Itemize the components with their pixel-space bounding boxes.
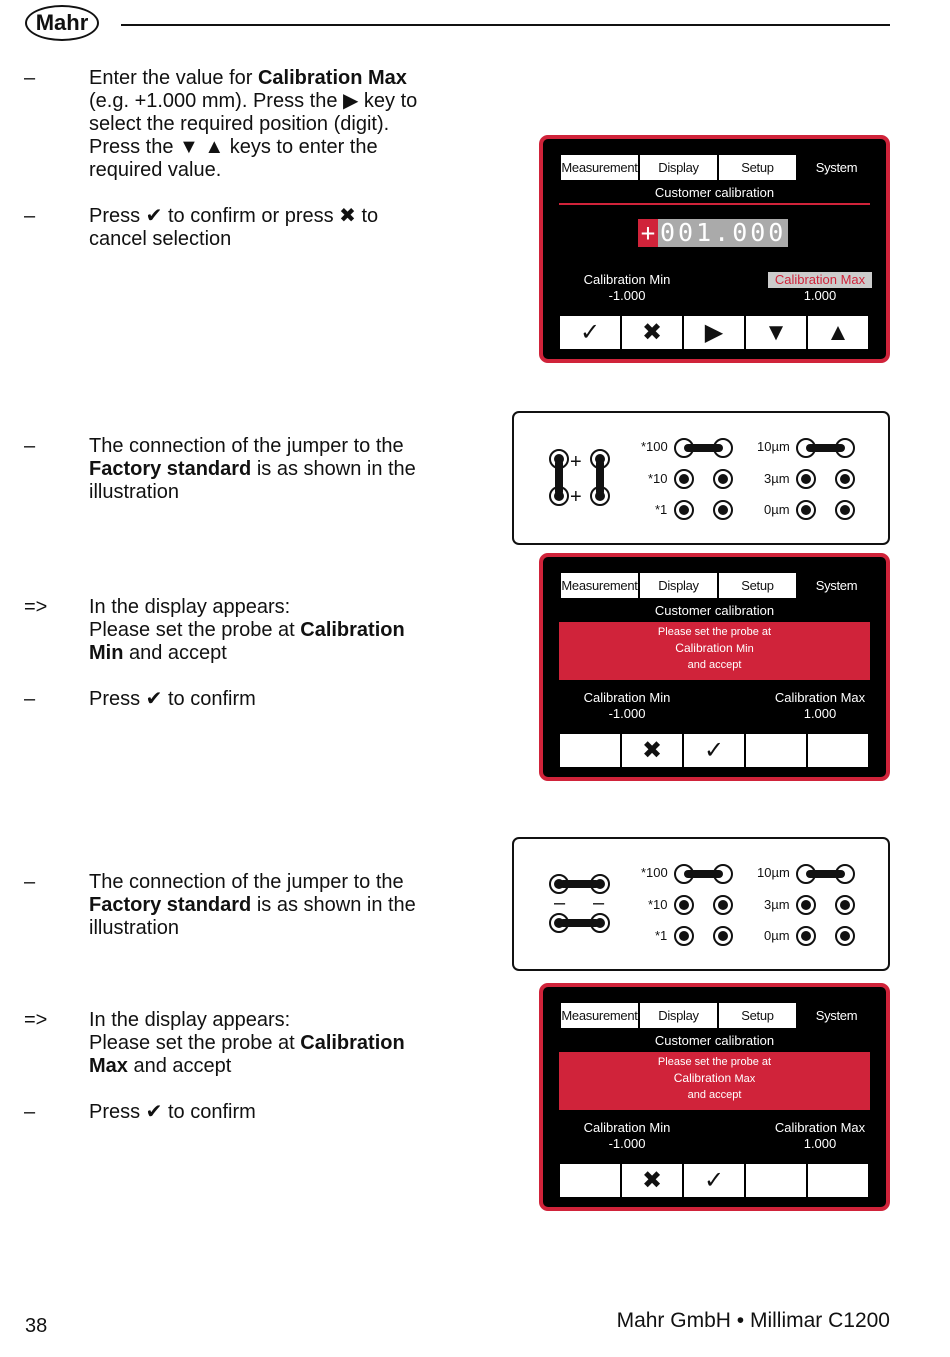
cal-max-label: Calibration Max (768, 272, 872, 288)
step7-text: In the display appears: Please set the probe at Calibration Max and accept (89, 1009, 405, 1077)
label-x10: *10 (648, 897, 668, 912)
label-x1: *1 (655, 502, 668, 517)
tab-measurement[interactable]: Measurement (561, 573, 638, 598)
step6-bullet: – (24, 871, 36, 893)
cal-max-label: Calibration Max (774, 690, 866, 705)
jumper-illustration-1 (512, 411, 890, 545)
message-line2: Calibration Min (675, 641, 754, 655)
screen-subtitle: Customer calibration (654, 1033, 775, 1048)
message-line2: Calibration Max (673, 1071, 756, 1085)
step4-text: In the display appears: Please set the probe at Calibration Min and accept (89, 596, 405, 664)
softkey-bar (560, 1164, 870, 1197)
label-x1: *1 (655, 928, 668, 943)
tab-setup[interactable]: Setup (719, 573, 796, 598)
label-0um: 0µm (764, 502, 790, 517)
footer-title: Mahr GmbH • Millimar C1200 (616, 1309, 890, 1332)
step6-text: The connection of the jumper to the Factory standard is as shown in the illustration (89, 871, 416, 939)
softkey-4[interactable] (746, 1164, 806, 1197)
tab-measurement[interactable]: Measurement (561, 155, 638, 180)
step3-bullet: – (24, 435, 36, 457)
mahr-logo: Mahr (25, 5, 99, 41)
step3-text: The connection of the jumper to the Factory standard is as shown in the illustration (89, 435, 416, 503)
value-digits: 001.000 (660, 218, 787, 247)
tab-display[interactable]: Display (640, 155, 717, 180)
step1-bullet: – (24, 67, 36, 89)
cal-max-block (768, 690, 872, 722)
softkey-1[interactable] (560, 734, 620, 767)
value-sign: + (638, 219, 658, 247)
softkey-bar (560, 734, 870, 767)
up-key[interactable]: ▲ (808, 316, 868, 349)
value-entry[interactable] (638, 219, 788, 247)
softkey-bar (560, 316, 870, 349)
cal-min-label: Calibration Min (583, 272, 671, 287)
tab-bar (561, 155, 877, 180)
softkey-5[interactable] (808, 1164, 868, 1197)
right-key[interactable]: ▶ (684, 316, 744, 349)
softkey-1[interactable] (560, 1164, 620, 1197)
step7-bullet: => (24, 1009, 48, 1031)
confirm-key[interactable]: ✓ (560, 316, 620, 349)
probe-message-max (559, 1052, 870, 1110)
step5-bullet: – (24, 688, 36, 710)
cal-max-value: 1.000 (803, 706, 837, 721)
confirm-key[interactable]: ✓ (684, 734, 744, 767)
cal-max-label: Calibration Max (774, 1120, 866, 1135)
step1-text: Enter the value for Calibration Max (e.g. +1.000 mm). Press the ▶ key to select the required position (digit). Press the ▼ ▲ keys to enter the required value. (89, 67, 418, 181)
cancel-key[interactable]: ✖ (622, 734, 682, 767)
cal-max-value: 1.000 (803, 1136, 837, 1151)
display-screen-entry (539, 135, 890, 363)
label-x100: *100 (641, 439, 668, 454)
message-line1: Please set the probe at (657, 626, 772, 638)
tab-measurement[interactable]: Measurement (561, 1003, 638, 1028)
label-x10: *10 (648, 471, 668, 486)
message-line3: and accept (687, 659, 742, 671)
softkey-5[interactable] (808, 734, 868, 767)
tab-system[interactable]: System (798, 1003, 875, 1028)
tab-display[interactable]: Display (640, 1003, 717, 1028)
cal-min-value: -1.000 (608, 1136, 646, 1151)
cal-min-value: -1.000 (608, 706, 646, 721)
cal-min-block (567, 690, 687, 722)
step8-bullet: – (24, 1101, 36, 1123)
jumper-diagram-2 (514, 839, 892, 973)
step4-bullet: => (24, 596, 48, 618)
tab-system[interactable]: System (798, 573, 875, 598)
step8-text: Press ✔ to confirm (89, 1101, 256, 1123)
display-screen-max (539, 983, 890, 1211)
jumper-minus-left: – (554, 892, 566, 914)
label-0um: 0µm (764, 928, 790, 943)
cal-min-value: -1.000 (608, 288, 646, 303)
cal-min-label: Calibration Min (583, 1120, 671, 1135)
cal-min-block (567, 1120, 687, 1152)
display-screen-min (539, 553, 890, 781)
step5-text: Press ✔ to confirm (89, 688, 256, 710)
cal-max-value: 1.000 (803, 288, 837, 303)
screen-subtitle: Customer calibration (654, 185, 775, 200)
tab-setup[interactable]: Setup (719, 155, 796, 180)
step2-bullet: – (24, 205, 36, 227)
tab-display[interactable]: Display (640, 573, 717, 598)
screen-subtitle: Customer calibration (654, 603, 775, 618)
label-3um: 3µm (764, 897, 790, 912)
down-key[interactable]: ▼ (746, 316, 806, 349)
softkey-4[interactable] (746, 734, 806, 767)
tab-system[interactable]: System (798, 155, 875, 180)
label-10um: 10µm (757, 865, 790, 880)
confirm-key[interactable]: ✓ (684, 1164, 744, 1197)
jumper-plus-top: + (570, 451, 582, 473)
page-number: 38 (25, 1315, 48, 1337)
tab-setup[interactable]: Setup (719, 1003, 796, 1028)
label-10um: 10µm (757, 439, 790, 454)
jumper-illustration-2 (512, 837, 890, 971)
label-x100: *100 (641, 865, 668, 880)
jumper-minus-right: – (593, 892, 605, 914)
tab-bar (561, 1003, 877, 1028)
tab-bar (561, 573, 877, 598)
cancel-key[interactable]: ✖ (622, 1164, 682, 1197)
cal-min-label: Calibration Min (583, 690, 671, 705)
jumper-diagram-1 (514, 413, 892, 547)
subtitle-rule (559, 203, 870, 205)
step2-text: Press ✔ to confirm or press ✖ to cancel selection (89, 205, 379, 250)
cal-min-block (567, 272, 687, 304)
cal-max-block (768, 1120, 872, 1152)
message-line1: Please set the probe at (657, 1056, 772, 1068)
probe-message-min (559, 622, 870, 680)
label-3um: 3µm (764, 471, 790, 486)
header-rule (121, 24, 890, 26)
cal-max-block[interactable] (768, 272, 872, 304)
jumper-plus-bottom: + (570, 486, 582, 508)
cancel-key[interactable]: ✖ (622, 316, 682, 349)
message-line3: and accept (687, 1089, 742, 1101)
